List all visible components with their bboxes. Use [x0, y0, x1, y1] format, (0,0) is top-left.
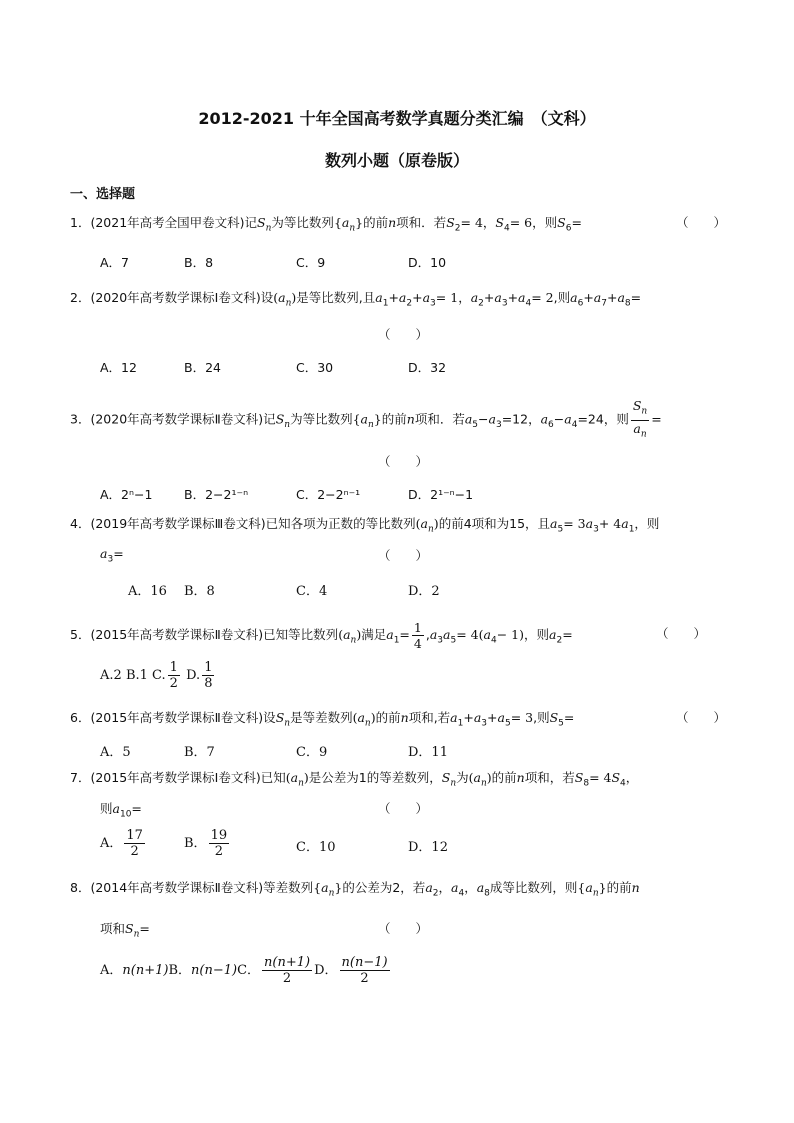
answer-blank-5: （ ） [656, 626, 707, 641]
q5-option-c-fraction: $\frac{1}{2}$ [169, 660, 178, 691]
question-8: 8．(2014年高考数学课标Ⅱ卷文科)等差数列$\{a_n\}$的公差为2，若$a_2$，$a_4$，$a_8$成等比数列，则$\{a_n\}$的前n [70, 880, 640, 899]
q3-fraction: $\frac{S_n}{a_n}$ [632, 398, 648, 439]
q8-option-c-fraction: $\frac{n(n+1)}{2}$ [264, 955, 311, 986]
q4-option-a: A．16 [128, 584, 167, 599]
question-6: 6．(2015年高考数学课标Ⅱ卷文科)设$S_n$是等差数列$(a_n)$的前n项和,若$a_1+a_3+a_5= 3$,则$S_5=$ [70, 710, 575, 729]
question-7-line2: 则$a_{10}=$ [100, 801, 142, 820]
question-3: 3．(2020年高考数学课标Ⅱ卷文科)记$S_n$为等比数列$\{a_n\}$的前n项和．若$a_5-a_3=12$，$a_6-a_4=24$，则 $\frac{S_n}{a_n}$ = [70, 398, 662, 442]
q5-option-a: A.2 [100, 668, 122, 683]
q7-option-d: D．12 [408, 840, 448, 855]
q8-option-c: C． [237, 963, 261, 978]
q5-option-d: D. [186, 668, 201, 683]
q3-option-b: B．2−2¹⁻ⁿ [184, 487, 249, 502]
q8-option-d: D． [314, 963, 338, 978]
q5-options [100, 660, 216, 691]
page-subtitle: 数列小题（原卷版） [324, 151, 469, 170]
q5-option-c: C. [152, 668, 166, 683]
q7-option-c: C．10 [296, 840, 336, 855]
q3-option-a: A．2ⁿ−1 [100, 487, 153, 502]
q8-option-a: A． [100, 963, 123, 978]
q2-option-b: B．24 [184, 360, 221, 375]
answer-blank-2: （ ） [378, 327, 429, 342]
q3-option-c: C．2−2ⁿ⁻¹ [296, 487, 361, 502]
q7-option-a: A． $\frac{17}{2}$ [100, 828, 143, 859]
q2-option-c: C．30 [296, 360, 334, 375]
q7-option-b-fraction: $\frac{19}{2}$ [210, 828, 228, 859]
answer-blank-3: （ ） [378, 454, 429, 469]
question-1: 1．(2021年高考全国甲卷文科)记$S_n$为等比数列$\{a_n\}$的前n项和．若$S_2= 4$，$S_4= 6$，则$S_6=$ [70, 215, 582, 234]
q1-option-c: C．9 [296, 255, 326, 270]
q8-option-b-expr: n(n−1) [191, 963, 238, 978]
q8-option-d-fraction: $\frac{n(n-1)}{2}$ [341, 955, 388, 986]
answer-blank-4: （ ） [378, 548, 429, 563]
q2-option-a: A．12 [100, 360, 137, 375]
section-heading: 一、选择题 [70, 187, 136, 202]
question-8-line2: 项和$S_n=$ [100, 921, 150, 940]
q5-option-d-fraction: $\frac{1}{8}$ [204, 660, 213, 691]
answer-blank-7: （ ） [378, 801, 429, 816]
page-title: 2012-2021 十年全国高考数学真题分类汇编 （文科） [198, 109, 596, 128]
answer-blank-1: （ ） [676, 215, 727, 230]
q3-option-d: D．2¹⁻ⁿ−1 [408, 487, 474, 502]
q4-option-b: B．8 [184, 584, 215, 599]
question-5: 5．(2015年高考数学课标Ⅱ卷文科)已知等比数列$(a_n)$满足$a_1=$ $\frac{1}{4}$ $,a_3a_5= 4(a_4- 1)$，则$a_2=$ [70, 620, 573, 651]
q2-option-d: D．32 [408, 360, 447, 375]
q1-option-d: D．10 [408, 255, 447, 270]
q6-option-b: B．7 [184, 745, 215, 760]
q8-option-b: B． [168, 963, 192, 978]
answer-blank-6: （ ） [676, 710, 727, 725]
q1-option-b: B．8 [184, 255, 214, 270]
q1-option-a: A．7 [100, 255, 130, 270]
q6-option-d: D．11 [408, 745, 448, 760]
q7-option-b: B． $\frac{19}{2}$ [184, 828, 228, 859]
q4-option-d: D．2 [408, 584, 440, 599]
q6-option-c: C．9 [296, 745, 328, 760]
question-4-line2: $a_3=$ [100, 546, 124, 565]
q5-option-b: B.1 [125, 668, 148, 683]
q6-option-a: A．5 [100, 745, 131, 760]
question-4: 4．(2019年高考数学课标Ⅲ卷文科)已知各项为正数的等比数列$(a_n)$的前4项和为15，且$a_5= 3a_3+ 4a_1$，则 [70, 516, 660, 535]
answer-blank-8: （ ） [378, 921, 429, 936]
q8-option-a-expr: n(n+1) [122, 963, 169, 978]
q4-option-c: C．4 [296, 584, 328, 599]
q8-options [100, 955, 392, 986]
question-7: 7．(2015年高考数学课标Ⅰ卷文科)已知$(a_n)$是公差为1的等差数列，$S_n$为$(a_n)$的前n项和，若$S_8= 4S_4$， [70, 770, 639, 789]
question-2: 2．(2020年高考数学课标Ⅰ卷文科)设$(a_n)$是等比数列,且$a_1+a_2+a_3= 1$，$a_2+a_3+a_4= 2$,则$a_6+a_7+a_8=$ [70, 290, 642, 309]
q5-fraction: $\frac{1}{4}$ [413, 620, 422, 651]
q7-option-a-fraction: $\frac{17}{2}$ [126, 828, 143, 859]
